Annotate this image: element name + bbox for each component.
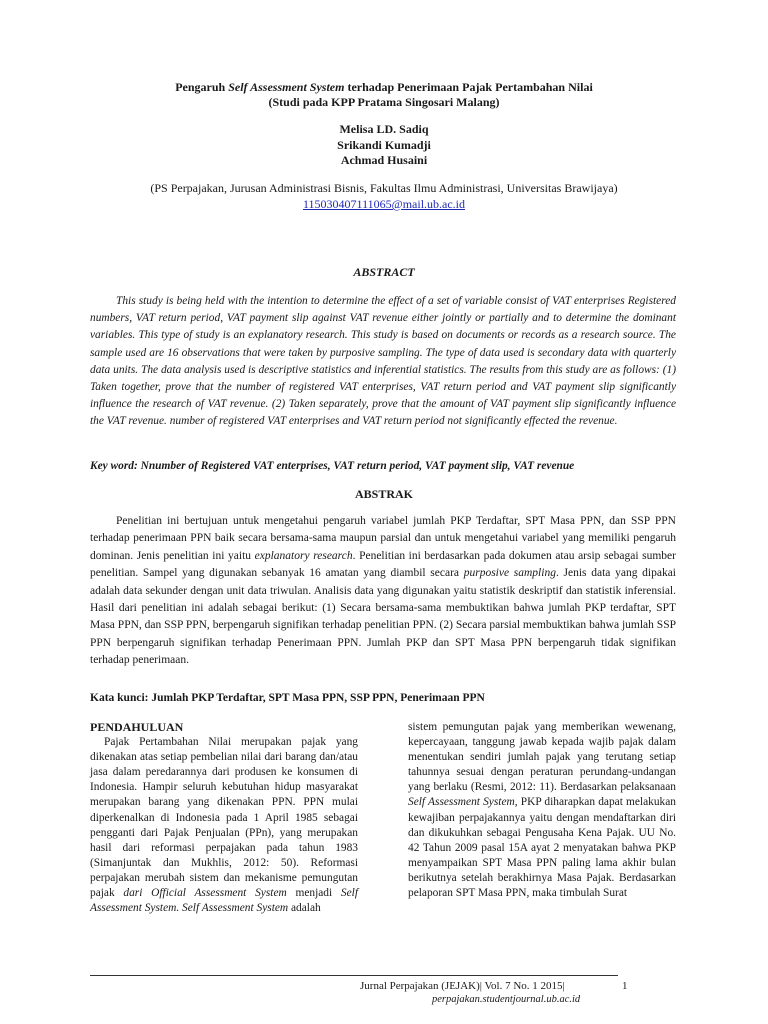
footer-rule xyxy=(90,975,618,976)
section-heading: PENDAHULUAN xyxy=(90,720,184,734)
author-name: Srikandi Kumadji xyxy=(337,137,431,152)
affiliation-block xyxy=(60,180,708,212)
title-italic: Self Assessment System xyxy=(228,80,345,94)
abstract-heading: ABSTRACT xyxy=(353,265,415,279)
abstract-paragraph: This study is being held with the intention to determine the effect of a set of variable consist of VAT enterprises Registered numbers, VAT return period, VAT payment slip against VAT revenue either jointly or partially and to determine the dominant variables. This type of study is an explanatory research. This study is based on documents or records as a research source. The sample used are 16 observations that were taken by purposive sampling. The type of data used is secondary data with quarterly data units. The data analysis used is descriptive statistics and inferential statistics. The results from this study are as follows: (1) Taken together, prove that the number of registered VAT enterprises, VAT return period and VAT payment slip significantly influence the research of VAT revenue. (2) Taken separately, prove that the amount of VAT payment slip significantly influence the VAT revenue. number of registered VAT enterprises and VAT return period not significantly effected the revenue. xyxy=(90,295,676,428)
keywords-indonesian: Kata kunci: Jumlah PKP Terdaftar, SPT Masa PPN, SSP PPN, Penerimaan PPN xyxy=(90,692,485,704)
body-column-right xyxy=(408,720,676,901)
author-name: Achmad Husaini xyxy=(340,153,428,167)
author-list xyxy=(160,122,608,169)
body-paragraph: sistem pemungutan pajak yang memberikan wewenang, kepercayaan, tanggung jawab kepada wajib pajak dalam menentukan sendiri jumlah pajak yang terutang setiap tahunnya sesuai dengan peraturan perundang-undangan yang berlaku (Resmi, 2012: 11). Berdasarkan pelaksanaan Self Assessment System, PKP diharapkan dapat melakukan kewajiban perpajakannya yaitu dengan mendaftarkan diri dan dikukuhkan sebagai Pengusaha Kena Pajak. UU No. 42 Tahun 2009 pasal 15A ayat 2 menyatakan bahwa PKP menyampaikan SPT Masa PPN paling lama akhir bulan berikutnya setelah berakhirnya Masa Pajak. Berdasarkan pelaporan SPT Masa PPN, maka timbulah Surat xyxy=(408,721,677,900)
paper-title: Pengaruh Self Assessment System terhadap Penerimaan Pajak Pertambahan Nilai (Studi pada KPP Pratama Singosari Malang) xyxy=(175,80,593,109)
abstract-body xyxy=(90,293,676,431)
affiliation: (PS Perpajakan, Jurusan Administrasi Bisnis, Fakultas Ilmu Administrasi, Universitas Brawijaya) xyxy=(150,181,618,195)
page-number: 1 xyxy=(622,980,628,992)
keywords-english: Key word: Nnumber of Registered VAT enterprises, VAT return period, VAT payment slip, VAT revenue xyxy=(90,460,575,472)
email-link[interactable]: 115030407111065@mail.ub.ac.id xyxy=(302,197,466,211)
footer-journal: Jurnal Perpajakan (JEJAK)| Vol. 7 No. 1 2015| xyxy=(360,980,565,992)
abstrak-paragraph: Penelitian ini bertujuan untuk mengetahui pengaruh variabel jumlah PKP Terdaftar, SPT Masa PPN, dan SSP PPN terhadap penerimaan PPN baik secara bersama-sama maupun parsial dan untuk mengetahui variabel yang memiliki pengaruh dominan. Jenis penelitian ini yaitu explanatory research. Penelitian ini berdasarkan pada dokumen atau arsip sebagai sumber penelitian. Sampel yang digunakan sebanyak 16 amatan yang diambil secara purposive sampling. Jenis data yang dipakai adalah data sekunder dengan unit data triwulan. Analisis data yang digunakan yaitu statistik deskriptif dan statistik inferensial. Hasil dari penelitian ini adalah sebagai berikut: (1) Secara bersama-sama membuktikan bahwa jumlah PKP terdaftar, SPT Masa PPN, dan SSP PPN, berpengaruh signifikan terhadap penelitian PPN. (2) Secara parsial membuktikan bahwa jumlah SSP PPN berpengaruh signifikan terhadap Penerimaan PPN. Jumlah PKP dan SPT Masa PPN berpengaruh tidak signifikan terhadap penerimaan. xyxy=(90,515,677,667)
paper-subtitle: (Studi pada KPP Pratama Singosari Malang) xyxy=(268,95,500,109)
abstrak-heading: ABSTRAK xyxy=(354,487,413,501)
body-column-left xyxy=(90,720,358,916)
author-name: Melisa LD. Sadiq xyxy=(339,122,429,136)
abstrak-body xyxy=(90,513,676,670)
footer-url: perpajakan.studentjournal.ub.ac.id xyxy=(432,994,581,1005)
body-paragraph: Pajak Pertambahan Nilai merupakan pajak yang dikenakan atas setiap pembelian nilai dari barang dan/atau jasa dalam peredarannya dari produsen ke konsumen di Indonesia. Hampir seluruh kebutuhan hidup masyarakat merupakan barang yang dikenakan PPN. PPN mulai diperkenalkan di Indonesia pada 1 April 1985 sebagai pengganti dari Pajak Penjualan (PPn), yang merupakan hasil dari reformasi perpajakan pada tahun 1983 (Simanjuntak dan Mukhlis, 2012: 50). Reformasi perpajakan merubah sistem dan mekanisme pemungutan pajak dari Official Assessment System menjadi Self Assessment System. Self Assessment System adalah xyxy=(90,736,358,915)
